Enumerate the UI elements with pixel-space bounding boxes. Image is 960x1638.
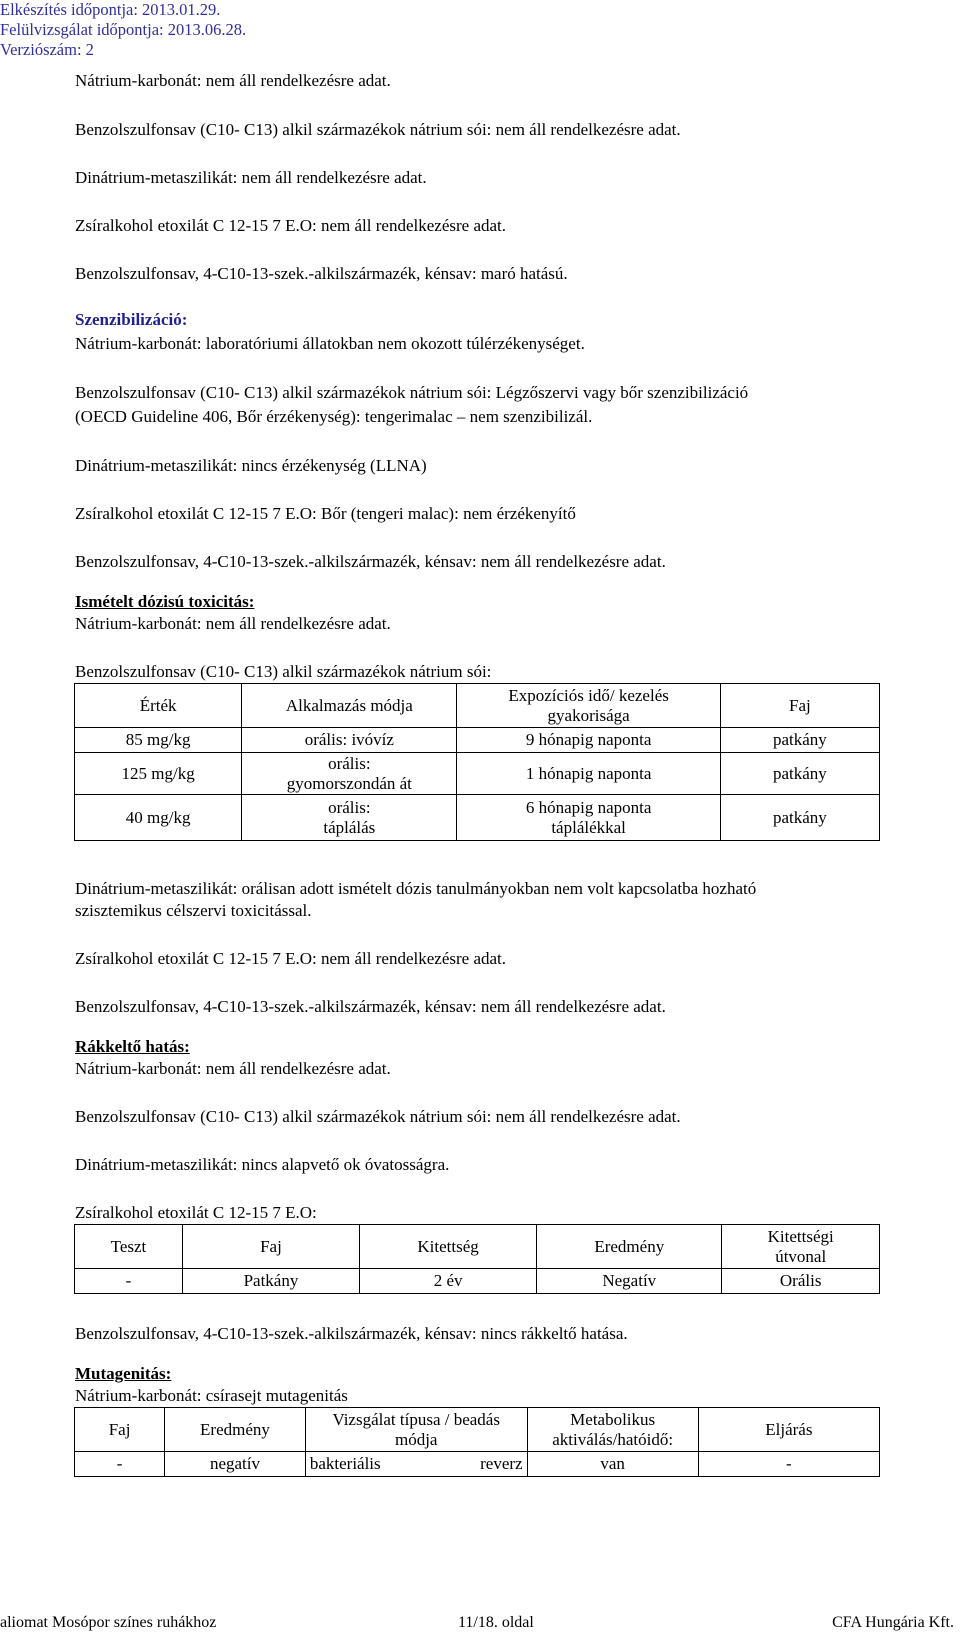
paragraph: Dinátrium-metaszilikát: nem áll rendelkezésre adat. xyxy=(75,168,427,187)
table-cell: patkány xyxy=(720,728,879,753)
table-header-cell: Érték xyxy=(75,684,242,728)
table-header-cell: Metabolikus aktiválás/hatóidő: xyxy=(527,1408,698,1452)
paragraph: Nátrium-karbonát: nem áll rendelkezésre adat. xyxy=(75,1059,391,1078)
table-header-cell: Kitettségi útvonal xyxy=(722,1225,880,1269)
document-header xyxy=(0,0,246,60)
table-row xyxy=(75,728,880,753)
section-heading-mutagenicity: Mutagenitás: xyxy=(75,1364,172,1383)
paragraph: Benzolszulfonsav (C10- C13) alkil származékok nátrium sói: nem áll rendelkezésre adat. xyxy=(75,1107,681,1126)
table-cell: orális: ivóvíz xyxy=(242,728,457,753)
repeated-dose-table xyxy=(74,683,880,841)
table-header-cell: Eredmény xyxy=(165,1408,306,1452)
section-heading-carcinogenicity: Rákkeltő hatás: xyxy=(75,1037,190,1056)
paragraph: Benzolszulfonsav (C10- C13) alkil származékok nátrium sói: xyxy=(75,662,492,681)
paragraph: Benzolszulfonsav, 4-C10-13-szek.-alkilszármazék, kénsav: maró hatású. xyxy=(75,264,568,283)
paragraph: Benzolszulfonsav, 4-C10-13-szek.-alkilszármazék, kénsav: nem áll rendelkezésre adat. xyxy=(75,552,666,571)
table-cell: 6 hónapig naponta táplálékkal xyxy=(457,795,720,841)
revision-date: Felülvizsgálat időpontja: 2013.06.28. xyxy=(0,20,247,39)
table-header-cell: Vizsgálat típusa / beadás módja xyxy=(305,1408,527,1452)
table-cell: 1 hónapig naponta xyxy=(457,753,720,795)
table-header-row xyxy=(75,1408,880,1452)
table-cell: negatív xyxy=(165,1452,306,1477)
table-cell: 9 hónapig naponta xyxy=(457,728,720,753)
paragraph: Dinátrium-metaszilikát: nincs érzékenység (LLNA) xyxy=(75,456,427,475)
paragraph: Dinátrium-metaszilikát: orálisan adott ismételt dózis tanulmányokban nem volt kapcsolatba hozható xyxy=(75,879,757,898)
paragraph: Zsíralkohol etoxilát C 12-15 7 E.O: nem áll rendelkezésre adat. xyxy=(75,216,507,235)
table-row xyxy=(75,795,880,841)
table-cell: Patkány xyxy=(182,1269,359,1294)
paragraph: Nátrium-karbonát: nem áll rendelkezésre adat. xyxy=(75,614,391,633)
table-header-cell: Eredmény xyxy=(537,1225,722,1269)
table-cell: Orális xyxy=(722,1269,880,1294)
table-header-cell: Teszt xyxy=(75,1225,183,1269)
paragraph: szisztemikus célszervi toxicitással. xyxy=(75,901,312,920)
paragraph: Zsíralkohol etoxilát C 12-15 7 E.O: Bőr (tengeri malac): nem érzékenyítő xyxy=(75,504,576,523)
table-header-row xyxy=(75,684,880,728)
paragraph: Benzolszulfonsav, 4-C10-13-szek.-alkilszármazék, kénsav: nincs rákkeltő hatása. xyxy=(75,1324,628,1343)
table-row xyxy=(75,753,880,795)
table-cell: patkány xyxy=(720,795,879,841)
table-cell: bakteriális reverz xyxy=(305,1452,527,1477)
table-cell: 125 mg/kg xyxy=(75,753,242,795)
section-heading-sensitization: Szenzibilizáció: xyxy=(75,310,188,329)
paragraph: Dinátrium-metaszilikát: nincs alapvető ok óvatosságra. xyxy=(75,1155,450,1174)
table-cell: - xyxy=(698,1452,879,1477)
paragraph: Benzolszulfonsav (C10- C13) alkil származékok nátrium sói: Légzőszervi vagy bőr szenzibilizáció xyxy=(75,383,749,402)
table-cell: - xyxy=(75,1452,165,1477)
paragraph: Zsíralkohol etoxilát C 12-15 7 E.O: xyxy=(75,1203,317,1222)
paragraph: Nátrium-karbonát: laboratóriumi állatokban nem okozott túlérzékenységet. xyxy=(75,334,585,353)
table-header-cell: Faj xyxy=(75,1408,165,1452)
table-cell: Negatív xyxy=(537,1269,722,1294)
table-cell: orális: táplálás xyxy=(242,795,457,841)
table-header-cell: Faj xyxy=(182,1225,359,1269)
table-row xyxy=(75,1269,880,1294)
table-header-cell: Faj xyxy=(720,684,879,728)
mutagenicity-table xyxy=(74,1407,880,1477)
paragraph: (OECD Guideline 406, Bőr érzékenység): tengerimalac – nem szenzibilizál. xyxy=(75,407,593,426)
version-number: Verziószám: 2 xyxy=(0,40,94,59)
creation-date: Elkészítés időpontja: 2013.01.29. xyxy=(0,0,221,19)
table-row xyxy=(75,1452,880,1477)
paragraph: Nátrium-karbonát: csírasejt mutagenitás xyxy=(75,1386,348,1405)
table-cell: orális: gyomorszondán át xyxy=(242,753,457,795)
table-cell: 85 mg/kg xyxy=(75,728,242,753)
footer-page-number: 11/18. oldal xyxy=(458,1614,534,1631)
table-header-row xyxy=(75,1225,880,1269)
carcinogenicity-table xyxy=(74,1224,880,1294)
table-header-cell: Alkalmazás módja xyxy=(242,684,457,728)
section-heading-repeated-dose: Ismételt dózisú toxicitás: xyxy=(75,592,255,611)
paragraph: Benzolszulfonsav (C10- C13) alkil származékok nátrium sói: nem áll rendelkezésre adat. xyxy=(75,120,681,139)
table-cell: van xyxy=(527,1452,698,1477)
table-cell: 2 év xyxy=(360,1269,537,1294)
paragraph: Nátrium-karbonát: nem áll rendelkezésre adat. xyxy=(75,71,391,90)
table-cell: - xyxy=(75,1269,183,1294)
paragraph: Zsíralkohol etoxilát C 12-15 7 E.O: nem áll rendelkezésre adat. xyxy=(75,949,507,968)
paragraph: Benzolszulfonsav, 4-C10-13-szek.-alkilszármazék, kénsav: nem áll rendelkezésre adat. xyxy=(75,997,666,1016)
table-header-cell: Eljárás xyxy=(698,1408,879,1452)
footer-product-name: aliomat Mosópor színes ruhákhoz xyxy=(0,1614,217,1631)
table-header-cell: Kitettség xyxy=(360,1225,537,1269)
table-cell: patkány xyxy=(720,753,879,795)
table-header-cell: Expozíciós idő/ kezelés gyakorisága xyxy=(457,684,720,728)
footer-company: CFA Hungária Kft. xyxy=(832,1614,954,1631)
table-cell: 40 mg/kg xyxy=(75,795,242,841)
